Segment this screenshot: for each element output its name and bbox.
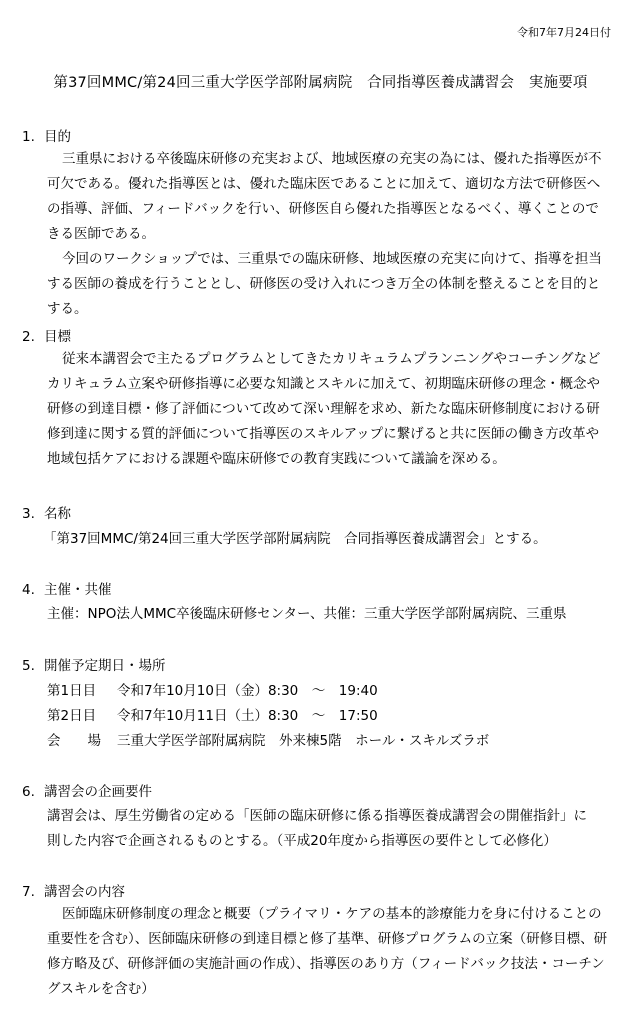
section-4-heading: [22, 578, 112, 598]
schedule-row-day2: [47, 704, 378, 724]
schedule-row-day1: [47, 679, 378, 699]
section-4-text: 主催：NPO法人MMC卒後臨床研修センター、共催：三重大学医学部附属病院、三重県: [47, 606, 567, 622]
section-title: 開催予定期日・場所: [44, 658, 166, 674]
document-date: 令和7年7月24日付: [517, 26, 611, 39]
section-3-text: 「第37回MMC/第24回三重大学医学部附属病院 合同指導医養成講習会」とする。: [43, 531, 547, 547]
section-1-heading: [22, 125, 71, 145]
section-title: 講習会の内容: [44, 884, 125, 900]
section-number: 3.: [22, 506, 35, 522]
section-2-paragraph: 従来本講習会で主たるプログラムとしてきたカリキュラムプランニングやコーチングなどカリキュラム立案や研修指導に必要な知識とスキルに加えて、初期臨床研修の理念・概念や研修の到達目標・修了評価について改めて深い理解を求め、新たな臨床研修制度における研修到達に関する質的評価について指導医のスキルアップに繋げると共に医師の働き方改革や地域包括ケアにおける課題や臨床研修での教育実践について議論を深める。: [47, 351, 601, 467]
section-number: 6.: [22, 784, 35, 800]
section-number: 2.: [22, 329, 35, 345]
schedule-label: 第2日目: [47, 708, 97, 724]
section-1-paragraph-2: 今回のワークショップでは、三重県での臨床研修、地域医療の充実に向けて、指導を担当する医師の養成を行うこととし、研修医の受け入れにつき万全の体制を整えることを目的とする。: [47, 251, 602, 317]
section-number: 5.: [22, 658, 35, 674]
section-6-heading: [22, 780, 152, 800]
schedule-value: 三重大学医学部附属病院 外来棟5階 ホール・スキルズラボ: [117, 733, 490, 749]
section-7-heading: [22, 880, 125, 900]
section-2-heading: [22, 325, 71, 345]
section-title: 講習会の企画要件: [44, 784, 152, 800]
schedule-label: 会 場: [47, 733, 101, 749]
section-7-paragraph: 医師臨床研修制度の理念と概要（プライマリ・ケアの基本的診療能力を身に付けることの重要性を含む）、医師臨床研修の到達目標と修了基準、研修プログラムの立案（研修目標、研修方略及び、研修評価の実施計画の作成）、指導医のあり方（フィードバック技法・コーチングスキルを含む）: [47, 906, 608, 997]
schedule-label: 第1日目: [47, 683, 97, 699]
document-title: 第37回MMC/第24回三重大学医学部附属病院 合同指導医養成講習会 実施要項: [53, 75, 588, 91]
section-6-line-1: 講習会は、厚生労働省の定める「医師の臨床研修に係る指導医養成講習会の開催指針」に: [47, 808, 587, 824]
section-1-paragraph-1: 三重県における卒後臨床研修の充実および、地域医療の充実の為には、優れた指導医が不可欠である。優れた指導医とは、優れた臨床医であることに加えて、適切な方法で研修医への指導、評価、フィードバックを行い、研修医自ら優れた指導医となるべく、導くことのできる医師である。: [47, 151, 602, 242]
section-title: 名称: [44, 506, 71, 522]
section-5-heading: [22, 654, 166, 674]
section-number: 4.: [22, 582, 35, 598]
schedule-row-venue: [47, 729, 489, 749]
section-3-heading: [22, 502, 71, 522]
section-title: 主催・共催: [44, 582, 112, 598]
schedule-value: 令和7年10月10日（金）8:30 ～ 19:40: [117, 683, 378, 699]
section-6-line-2: 則した内容で企画されるものとする。（平成20年度から指導医の要件として必修化）: [47, 833, 557, 849]
schedule-value: 令和7年10月11日（土）8:30 ～ 17:50: [117, 708, 378, 724]
section-title: 目標: [44, 329, 71, 345]
section-title: 目的: [44, 129, 71, 145]
section-number: 1.: [22, 129, 35, 145]
section-number: 7.: [22, 884, 35, 900]
